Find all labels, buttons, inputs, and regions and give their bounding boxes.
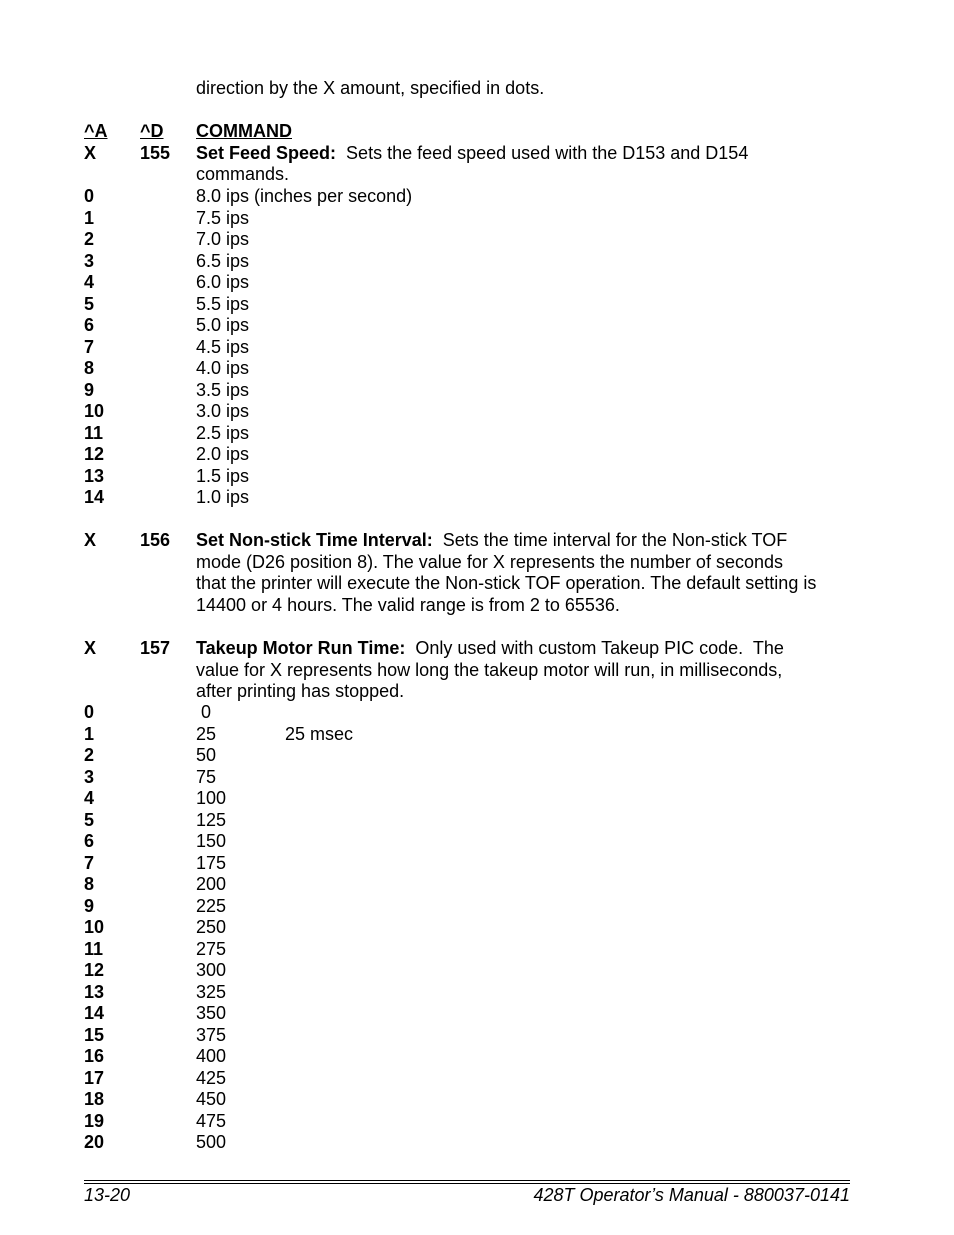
cmd155-setting-value: 4.0 ips — [196, 358, 250, 378]
cmd157-setting-value: 400 — [196, 1046, 227, 1066]
cmd155-x-value: 10 — [84, 401, 105, 421]
cmd155-description — [196, 143, 748, 165]
cmd156-title: Set Non-stick Time Interval: — [196, 530, 433, 550]
cmd157-setting-value: 350 — [196, 1003, 227, 1023]
cmd155-x-value: 6 — [84, 315, 95, 335]
cmd157-x-value: 18 — [84, 1089, 105, 1109]
cmd155-desc-1: Sets the feed speed used with the D153 and D154 — [336, 143, 749, 163]
cmd157-setting-value: 225 — [196, 895, 227, 916]
cmd157-setting-value: 50 — [196, 745, 217, 765]
footer-divider-bottom — [84, 1183, 850, 1184]
intro-text: direction by the X amount, specified in dots. — [196, 78, 545, 98]
cmd155-setting-value: 6.5 ips — [196, 250, 250, 271]
cmd155-setting-value: 5.5 ips — [196, 293, 250, 314]
cmd157-setting-note: 25 msec — [285, 723, 354, 744]
cmd155-x-value: 2 — [84, 229, 95, 249]
cmd157-setting-value: 375 — [196, 1024, 227, 1045]
cmd157-x-value: 5 — [84, 809, 95, 830]
cmd157-x-value: 9 — [84, 895, 95, 916]
cmd157-x-value: 13 — [84, 981, 105, 1002]
cmd157-x-value: 16 — [84, 1046, 105, 1066]
cmd157-setting-value: 425 — [196, 1067, 227, 1088]
column-header-a: ^A — [84, 121, 108, 141]
cmd155-x-value: 3 — [84, 250, 95, 271]
cmd157-setting-value: 150 — [196, 831, 227, 851]
cmd155-setting-value: 3.0 ips — [196, 401, 250, 421]
cmd155-setting-value: 7.5 ips — [196, 207, 250, 228]
cmd157-x-value: 14 — [84, 1003, 105, 1023]
cmd157-x-value: 1 — [84, 723, 95, 744]
column-header-d: ^D — [140, 121, 164, 141]
cmd157-title: Takeup Motor Run Time: — [196, 638, 406, 658]
cmd157-desc-2: value for X represents how long the takeup motor will run, in milliseconds, — [196, 659, 783, 680]
cmd155-x-value: 14 — [84, 487, 105, 507]
cmd155-setting-value: 4.5 ips — [196, 336, 250, 357]
cmd157-setting-value: 25 — [196, 723, 217, 744]
column-header-command: COMMAND — [196, 121, 292, 141]
cmd157-setting-value: 75 — [196, 766, 217, 787]
cmd155-title: Set Feed Speed: — [196, 143, 337, 163]
cmd157-setting-value: 475 — [196, 1110, 227, 1131]
cmd155-setting-value: 3.5 ips — [196, 379, 250, 400]
cmd157-x-value: 0 — [84, 702, 95, 722]
cmd157-setting-value: 450 — [196, 1089, 227, 1109]
cmd157-description — [196, 638, 784, 660]
cmd157-setting-value: 175 — [196, 852, 227, 873]
cmd156-description — [196, 530, 787, 552]
cmd155-setting-value: 2.0 ips — [196, 444, 250, 464]
cmd157-a: X — [84, 638, 97, 658]
cmd157-x-value: 6 — [84, 831, 95, 851]
cmd157-x-value: 17 — [84, 1067, 105, 1088]
cmd155-x-value: 11 — [84, 422, 104, 443]
cmd155-x-value: 1 — [84, 207, 95, 228]
cmd156-desc-4: 14400 or 4 hours. The valid range is from 2 to 65536. — [196, 594, 620, 615]
cmd155-x-value: 13 — [84, 465, 105, 486]
cmd155-x-value: 4 — [84, 272, 95, 292]
cmd155-x-value: 0 — [84, 186, 95, 206]
cmd155-setting-value: 1.5 ips — [196, 465, 250, 486]
footer-page-number: 13-20 — [84, 1185, 131, 1205]
cmd157-setting-value: 275 — [196, 938, 227, 959]
cmd157-x-value: 2 — [84, 745, 95, 765]
cmd155-setting-value: 2.5 ips — [196, 422, 250, 443]
cmd157-setting-value: 0 — [196, 702, 212, 722]
cmd157-x-value: 11 — [84, 938, 104, 959]
cmd155-x-value: 12 — [84, 444, 105, 464]
cmd156-desc-2: mode (D26 position 8). The value for X represents the number of seconds — [196, 551, 783, 572]
cmd157-setting-value: 125 — [196, 809, 227, 830]
cmd157-x-value: 20 — [84, 1132, 105, 1152]
cmd157-desc-3: after printing has stopped. — [196, 681, 405, 701]
cmd155-setting-value: 1.0 ips — [196, 487, 250, 507]
cmd155-setting-value: 5.0 ips — [196, 315, 250, 335]
cmd156-d: 156 — [140, 530, 171, 550]
cmd157-x-value: 7 — [84, 852, 95, 873]
cmd157-d: 157 — [140, 638, 171, 658]
cmd155-setting-value: 7.0 ips — [196, 229, 250, 249]
cmd157-setting-value: 325 — [196, 981, 227, 1002]
cmd157-setting-value: 100 — [196, 788, 227, 808]
cmd157-setting-value: 300 — [196, 960, 227, 980]
cmd155-d: 155 — [140, 143, 171, 163]
cmd157-setting-value: 250 — [196, 917, 227, 937]
cmd155-setting-value: 8.0 ips (inches per second) — [196, 186, 413, 206]
cmd156-a: X — [84, 530, 97, 550]
cmd157-x-value: 10 — [84, 917, 105, 937]
footer-manual-title: 428T Operator’s Manual - 880037-0141 — [533, 1185, 850, 1205]
cmd155-setting-value: 6.0 ips — [196, 272, 250, 292]
cmd155-a: X — [84, 143, 97, 163]
cmd157-x-value: 12 — [84, 960, 105, 980]
cmd157-desc-1: Only used with custom Takeup PIC code. The — [405, 638, 784, 658]
cmd157-setting-value: 200 — [196, 874, 227, 894]
cmd157-x-value: 3 — [84, 766, 95, 787]
cmd157-x-value: 19 — [84, 1110, 105, 1131]
cmd157-x-value: 8 — [84, 874, 95, 894]
cmd157-x-value: 15 — [84, 1024, 105, 1045]
cmd156-desc-3: that the printer will execute the Non-stick TOF operation. The default setting is — [196, 573, 817, 593]
cmd155-x-value: 9 — [84, 379, 95, 400]
cmd157-x-value: 4 — [84, 788, 95, 808]
cmd155-x-value: 8 — [84, 358, 95, 378]
footer-divider-top — [84, 1180, 850, 1181]
cmd157-setting-value: 500 — [196, 1132, 227, 1152]
cmd155-x-value: 7 — [84, 336, 95, 357]
cmd155-x-value: 5 — [84, 293, 95, 314]
cmd156-desc-1: Sets the time interval for the Non-stick TOF — [432, 530, 788, 550]
cmd155-desc-2: commands. — [196, 164, 290, 184]
